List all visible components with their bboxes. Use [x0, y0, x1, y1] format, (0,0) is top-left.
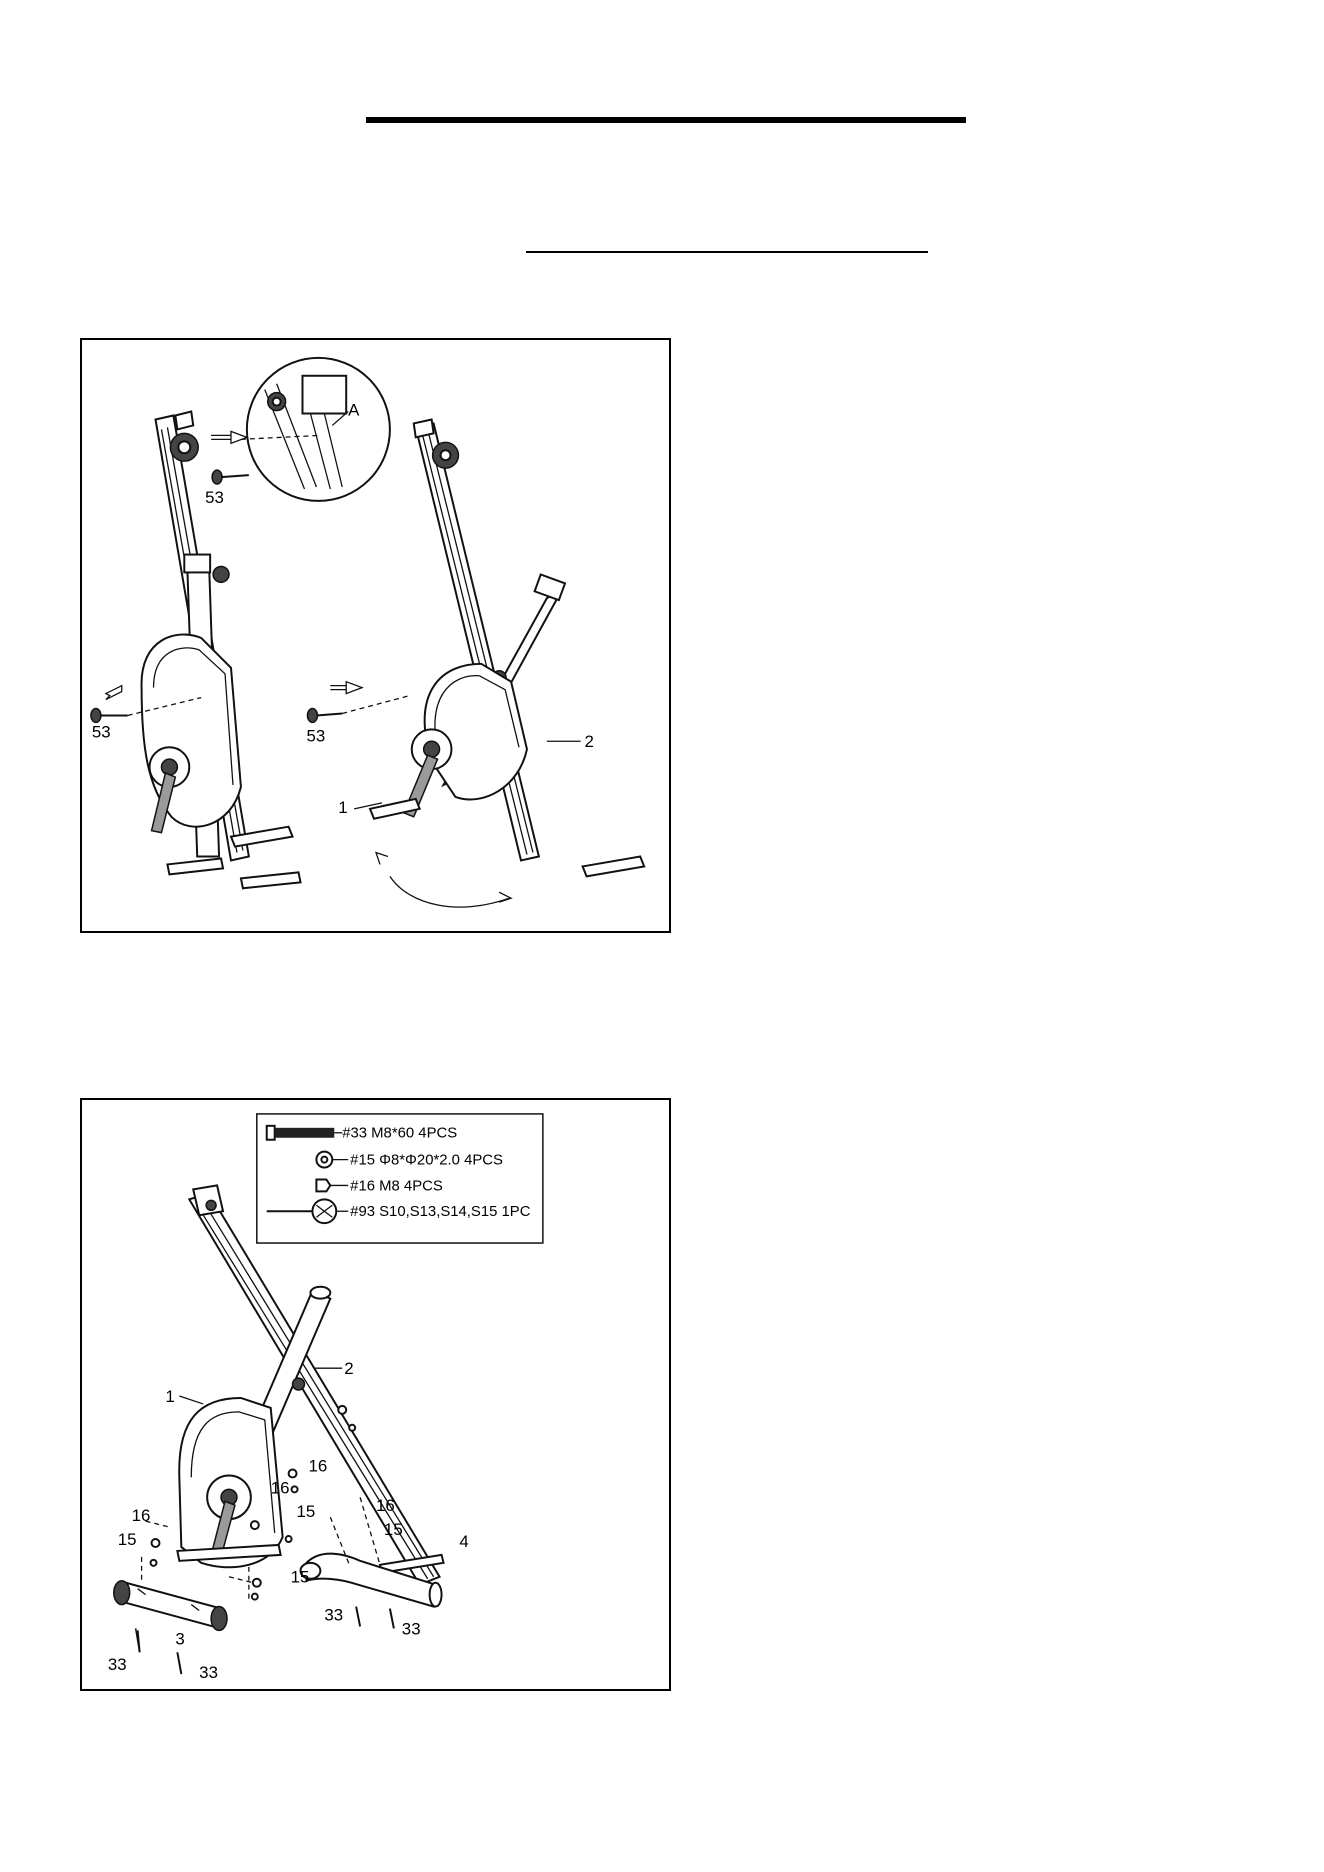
hardware-item-4: #93 S10,S13,S14,S15 1PC: [350, 1204, 531, 1221]
step2-figure: [80, 1098, 671, 1691]
step1-illustration: [82, 340, 669, 931]
label-part-2: 2: [344, 1359, 354, 1379]
label-part-1: 1: [338, 797, 348, 817]
label-bolt-33-b: 33: [199, 1663, 218, 1683]
hardware-item-1: #33 M8*60 4PCS: [342, 1125, 458, 1142]
label-part-3: 3: [175, 1629, 185, 1649]
label-part-2: 2: [584, 732, 594, 752]
label-53-left: 53: [91, 722, 111, 742]
label-washer-15-b: 15: [296, 1502, 316, 1522]
step1-figure: [80, 338, 671, 933]
subheading-rule: [526, 251, 928, 253]
bolt-53-right: [306, 682, 409, 746]
label-bolt-33-a: 33: [107, 1655, 127, 1675]
label-washer-15-a: 15: [117, 1529, 137, 1549]
detail-view-a: [241, 358, 390, 501]
label-nut-16-c: 16: [375, 1496, 395, 1516]
label-nut-16-a: 16: [131, 1506, 151, 1526]
unfolded-bike-frame: [370, 419, 644, 907]
label-53-right: 53: [306, 726, 326, 746]
label-bolt-33-d: 33: [401, 1619, 421, 1639]
hardware-item-2: #15 Φ8*Φ20*2.0 4PCS: [350, 1152, 503, 1169]
hardware-item-3: #16 M8 4PCS: [350, 1178, 443, 1195]
carriage-bolt-icon: [267, 1126, 335, 1140]
label-detail-a: A: [348, 400, 360, 420]
label-nut-16-b: 16: [270, 1478, 290, 1498]
front-stabilizer: [114, 1581, 227, 1631]
label-washer-15-c: 15: [383, 1520, 403, 1540]
bolt-53-top: [205, 431, 249, 507]
washer-icon: [316, 1152, 332, 1168]
nut-icon: [316, 1179, 330, 1191]
label-washer-15-d: 15: [290, 1567, 310, 1587]
hardware-list: [257, 1114, 543, 1243]
label-bolt-33-c: 33: [324, 1605, 344, 1625]
label-part-4: 4: [459, 1531, 469, 1551]
label-53-top: 53: [205, 487, 224, 507]
heading-rule: [366, 117, 966, 123]
bike-frame: [177, 1185, 443, 1584]
label-nut-16-d: 16: [308, 1456, 328, 1476]
step2-illustration: [82, 1100, 669, 1689]
label-part-1: 1: [165, 1386, 175, 1406]
